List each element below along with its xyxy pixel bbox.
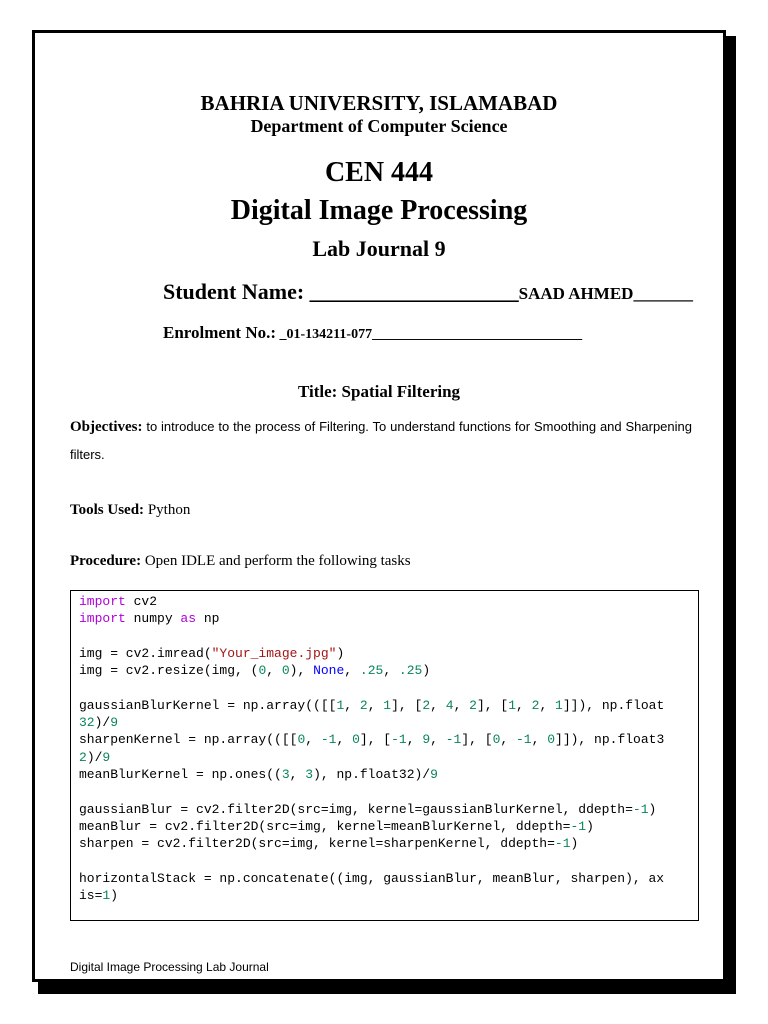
objectives-text: to introduce to the process of Filtering. To understand functions for Smoothing and Sharpening filters. — [70, 419, 692, 462]
enrolment-label: Enrolment No.: — [163, 323, 277, 342]
code-line: img = cv2.resize(img, (0, 0), None, .25, .25) — [79, 663, 431, 679]
code-line: sharpen = cv2.filter2D(src=img, kernel=sharpenKernel, ddepth=-1) — [79, 836, 579, 852]
enrolment-row — [163, 323, 582, 343]
lab-topic-title: Title: Spatial Filtering — [297, 382, 461, 401]
student-name-blank-after: _______ — [633, 284, 693, 303]
student-name-row — [163, 279, 693, 305]
code-line: import cv2 — [79, 594, 158, 609]
code-line: img = cv2.imread("Your_image.jpg") — [79, 645, 345, 661]
tools-label: Tools Used: — [70, 502, 145, 518]
course-name: Digital Image Processing — [230, 195, 528, 226]
code-line: 32)/9 — [79, 715, 119, 731]
lab-journal-title: Lab Journal 9 — [312, 236, 446, 261]
page-footer: Digital Image Processing Lab Journal — [70, 960, 269, 974]
code-line: import numpy as np — [79, 611, 220, 627]
procedure-text: Open IDLE and perform the following tasks — [141, 553, 411, 569]
student-name-blank-before: ___________________ — [304, 279, 519, 304]
code-line: gaussianBlur = cv2.filter2D(src=img, kernel=gaussianBlurKernel, ddepth=-1) — [79, 801, 657, 817]
code-line: meanBlurKernel = np.ones((3, 3), np.float32)/9 — [79, 766, 438, 782]
code-line: meanBlur = cv2.filter2D(src=img, kernel=meanBlurKernel, ddepth=-1) — [79, 818, 594, 834]
procedure-label: Procedure: — [70, 553, 142, 569]
code-line: 2)/9 — [79, 749, 111, 765]
university-name: BAHRIA UNIVERSITY, ISLAMABAD — [200, 91, 558, 115]
procedure-paragraph — [70, 553, 692, 570]
code-line: horizontalStack = np.concatenate((img, gaussianBlur, meanBlur, sharpen), ax — [79, 870, 665, 886]
code-line: is=1) — [79, 888, 119, 904]
code-line: gaussianBlurKernel = np.array(([[1, 2, 1], [2, 4, 2], [1, 2, 1]]), np.float — [79, 697, 665, 713]
objectives-paragraph — [70, 413, 692, 469]
department-name: Department of Computer Science — [250, 116, 508, 136]
document-page — [32, 30, 726, 982]
enrolment-value: _01-134211-077______________________________ — [276, 327, 583, 342]
student-name-label: Student Name: — [163, 279, 305, 304]
code-block — [70, 590, 699, 921]
course-code: CEN 444 — [324, 157, 434, 188]
tools-text: Python — [144, 502, 191, 518]
code-line: sharpenKernel = np.array(([[0, -1, 0], [-1, 9, -1], [0, -1, 0]]), np.float3 — [79, 732, 665, 748]
student-name-value: SAAD AHMED — [518, 284, 634, 303]
code-listing — [79, 593, 690, 904]
objectives-label: Objectives: — [70, 419, 143, 435]
tools-paragraph — [70, 502, 692, 519]
